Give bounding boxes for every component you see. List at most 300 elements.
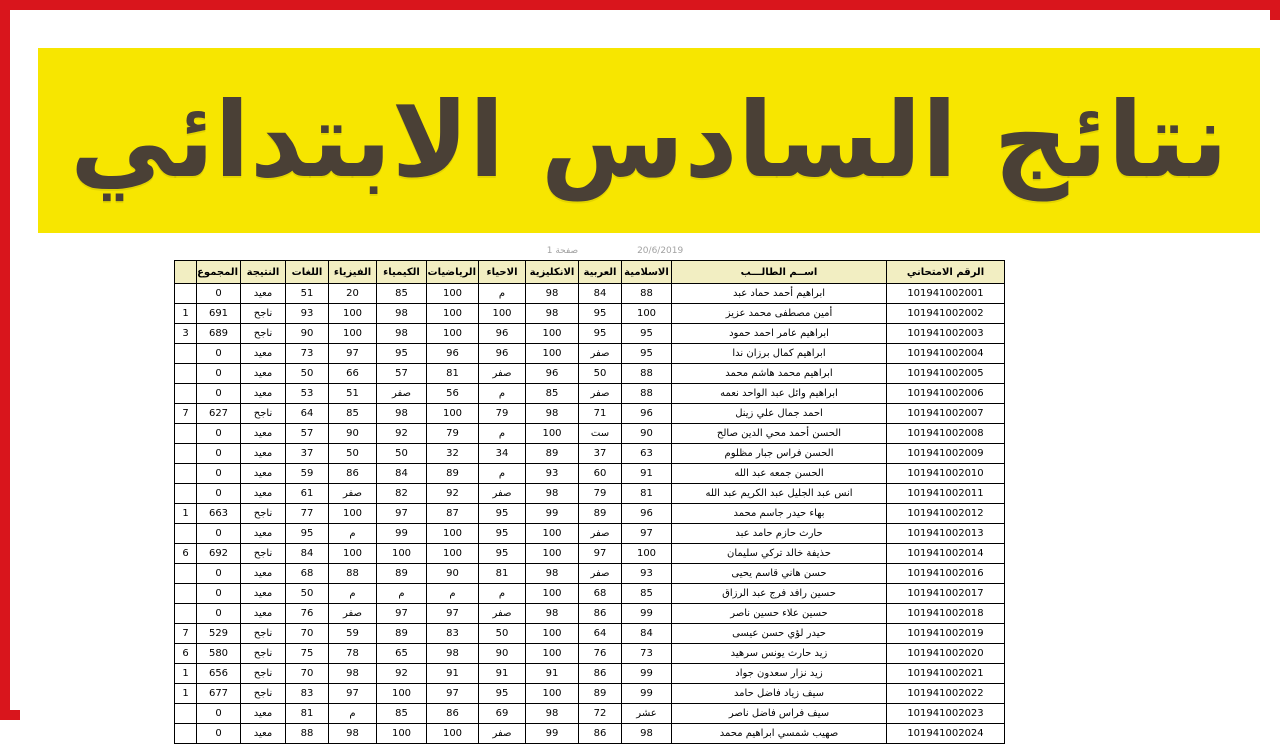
cell-math: 96 — [427, 344, 479, 364]
cell-arabic: 86 — [579, 604, 622, 624]
cell-islamic: 63 — [622, 444, 672, 464]
cell-chemistry: 85 — [377, 704, 427, 724]
cell-languages: 93 — [286, 304, 329, 324]
cell-biology: 95 — [479, 524, 526, 544]
cell-exam-number: 101941002014 — [887, 544, 1005, 564]
cell-islamic: 93 — [622, 564, 672, 584]
cell-english: 98 — [526, 704, 579, 724]
cell-total: 677 — [197, 684, 241, 704]
cell-exam-number: 101941002024 — [887, 724, 1005, 744]
results-table — [174, 260, 1005, 744]
table-row — [175, 424, 1005, 444]
cell-physics: 59 — [329, 624, 377, 644]
cell-english: 98 — [526, 304, 579, 324]
cell-student-name: ابراهيم محمد هاشم محمد — [672, 364, 887, 384]
cell-math: 100 — [427, 284, 479, 304]
cell-physics: 97 — [329, 684, 377, 704]
cell-total: 0 — [197, 484, 241, 504]
cell-languages: 90 — [286, 324, 329, 344]
cell-extra — [175, 584, 197, 604]
cell-arabic: 89 — [579, 504, 622, 524]
cell-student-name: بهاء حيدر جاسم محمد — [672, 504, 887, 524]
cell-student-name: صهيب شمسي ابراهيم محمد — [672, 724, 887, 744]
cell-exam-number: 101941002005 — [887, 364, 1005, 384]
cell-biology: 79 — [479, 404, 526, 424]
cell-islamic: عشر — [622, 704, 672, 724]
cell-student-name: حذيفة خالد تركي سليمان — [672, 544, 887, 564]
cell-biology: 95 — [479, 544, 526, 564]
cell-extra: 6 — [175, 544, 197, 564]
cell-biology: 34 — [479, 444, 526, 464]
cell-english: 100 — [526, 544, 579, 564]
cell-math: 92 — [427, 484, 479, 504]
cell-languages: 83 — [286, 684, 329, 704]
cell-languages: 50 — [286, 364, 329, 384]
cell-exam-number: 101941002004 — [887, 344, 1005, 364]
cell-student-name: انس عبد الجليل عبد الكريم عبد الله — [672, 484, 887, 504]
cell-arabic: 60 — [579, 464, 622, 484]
cell-math: 100 — [427, 324, 479, 344]
cell-extra — [175, 344, 197, 364]
cell-physics: م — [329, 584, 377, 604]
cell-exam-number: 101941002017 — [887, 584, 1005, 604]
cell-arabic: 71 — [579, 404, 622, 424]
cell-chemistry: 98 — [377, 404, 427, 424]
cell-biology: 81 — [479, 564, 526, 584]
cell-languages: 76 — [286, 604, 329, 624]
cell-math: 100 — [427, 524, 479, 544]
cell-languages: 57 — [286, 424, 329, 444]
cell-languages: 70 — [286, 624, 329, 644]
cell-exam-number: 101941002021 — [887, 664, 1005, 684]
cell-result: ناجح — [241, 544, 286, 564]
cell-result: ناجح — [241, 504, 286, 524]
cell-english: 96 — [526, 364, 579, 384]
cell-total: 663 — [197, 504, 241, 524]
table-row — [175, 324, 1005, 344]
cell-physics: 98 — [329, 664, 377, 684]
cell-islamic: 95 — [622, 344, 672, 364]
cell-exam-number: 101941002002 — [887, 304, 1005, 324]
cell-exam-number: 101941002020 — [887, 644, 1005, 664]
cell-chemistry: 97 — [377, 604, 427, 624]
cell-physics: صفر — [329, 484, 377, 504]
cell-languages: 50 — [286, 584, 329, 604]
table-row — [175, 544, 1005, 564]
cell-arabic: 72 — [579, 704, 622, 724]
cell-extra — [175, 564, 197, 584]
cell-physics: 88 — [329, 564, 377, 584]
cell-biology: 90 — [479, 644, 526, 664]
table-row — [175, 564, 1005, 584]
col-header-exam-number: الرقم الامتحاني — [887, 261, 1005, 284]
cell-physics: 97 — [329, 344, 377, 364]
cell-english: 99 — [526, 504, 579, 524]
cell-chemistry: 100 — [377, 724, 427, 744]
table-row — [175, 284, 1005, 304]
cell-english: 85 — [526, 384, 579, 404]
cell-chemistry: 65 — [377, 644, 427, 664]
page-title: نتائج السادس الابتدائي — [69, 78, 1228, 201]
cell-extra: 1 — [175, 684, 197, 704]
cell-exam-number: 101941002012 — [887, 504, 1005, 524]
cell-student-name: زيد حارث يونس سرهيد — [672, 644, 887, 664]
cell-result: ناجح — [241, 664, 286, 684]
cell-chemistry: 98 — [377, 304, 427, 324]
cell-physics: 85 — [329, 404, 377, 424]
cell-chemistry: 100 — [377, 544, 427, 564]
cell-arabic: صفر — [579, 384, 622, 404]
cell-arabic: 84 — [579, 284, 622, 304]
cell-result: معيد — [241, 584, 286, 604]
cell-physics: 66 — [329, 364, 377, 384]
table-row — [175, 684, 1005, 704]
cell-math: 97 — [427, 684, 479, 704]
cell-math: 86 — [427, 704, 479, 724]
cell-extra — [175, 464, 197, 484]
cell-chemistry: 97 — [377, 504, 427, 524]
cell-result: ناجح — [241, 684, 286, 704]
cell-biology: م — [479, 424, 526, 444]
cell-biology: صفر — [479, 364, 526, 384]
cell-extra — [175, 484, 197, 504]
cell-english: 91 — [526, 664, 579, 684]
cell-chemistry: م — [377, 584, 427, 604]
cell-physics: 50 — [329, 444, 377, 464]
cell-exam-number: 101941002009 — [887, 444, 1005, 464]
cell-languages: 84 — [286, 544, 329, 564]
cell-math: 100 — [427, 544, 479, 564]
cell-arabic: 79 — [579, 484, 622, 504]
cell-total: 0 — [197, 344, 241, 364]
cell-extra: 6 — [175, 644, 197, 664]
cell-chemistry: 92 — [377, 664, 427, 684]
table-row — [175, 404, 1005, 424]
cell-total: 692 — [197, 544, 241, 564]
table-row — [175, 624, 1005, 644]
cell-arabic: 64 — [579, 624, 622, 644]
cell-islamic: 95 — [622, 324, 672, 344]
results-sheet — [182, 246, 1005, 744]
cell-exam-number: 101941002008 — [887, 424, 1005, 444]
cell-chemistry: 85 — [377, 284, 427, 304]
cell-islamic: 100 — [622, 544, 672, 564]
cell-arabic: ست — [579, 424, 622, 444]
cell-biology: 95 — [479, 684, 526, 704]
cell-extra — [175, 424, 197, 444]
cell-result: ناجح — [241, 324, 286, 344]
cell-result: معيد — [241, 424, 286, 444]
cell-student-name: حيدر لؤي حسن عيسى — [672, 624, 887, 644]
cell-biology: م — [479, 284, 526, 304]
cell-student-name: ابراهيم وائل عبد الواحد نعمه — [672, 384, 887, 404]
cell-biology: 95 — [479, 504, 526, 524]
table-row — [175, 664, 1005, 684]
col-header-arabic: العربية — [579, 261, 622, 284]
cell-islamic: 97 — [622, 524, 672, 544]
cell-student-name: ابراهيم عامر احمد حمود — [672, 324, 887, 344]
page-inner — [20, 20, 1280, 739]
sheet-page: صفحة 1 — [546, 246, 579, 256]
table-row — [175, 384, 1005, 404]
cell-arabic: 89 — [579, 684, 622, 704]
cell-math: 97 — [427, 604, 479, 624]
cell-total: 0 — [197, 604, 241, 624]
col-header-total: المجموع — [197, 261, 241, 284]
cell-math: م — [427, 584, 479, 604]
cell-islamic: 90 — [622, 424, 672, 444]
cell-biology: 96 — [479, 344, 526, 364]
cell-total: 580 — [197, 644, 241, 664]
cell-exam-number: 101941002010 — [887, 464, 1005, 484]
cell-languages: 61 — [286, 484, 329, 504]
cell-languages: 64 — [286, 404, 329, 424]
cell-physics: 86 — [329, 464, 377, 484]
cell-result: معيد — [241, 344, 286, 364]
cell-biology: صفر — [479, 724, 526, 744]
cell-chemistry: 100 — [377, 684, 427, 704]
cell-student-name: ابراهيم كمال برزان ندا — [672, 344, 887, 364]
cell-extra — [175, 444, 197, 464]
cell-english: 98 — [526, 484, 579, 504]
cell-physics: 78 — [329, 644, 377, 664]
cell-student-name: حارث حازم حامد عبد — [672, 524, 887, 544]
cell-total: 0 — [197, 524, 241, 544]
cell-math: 100 — [427, 404, 479, 424]
col-header-result: النتيجة — [241, 261, 286, 284]
col-header-biology: الاحياء — [479, 261, 526, 284]
cell-biology: صفر — [479, 604, 526, 624]
cell-result: ناجح — [241, 404, 286, 424]
cell-biology: 100 — [479, 304, 526, 324]
cell-result: ناجح — [241, 624, 286, 644]
cell-islamic: 99 — [622, 604, 672, 624]
cell-languages: 75 — [286, 644, 329, 664]
table-row — [175, 304, 1005, 324]
cell-total: 0 — [197, 464, 241, 484]
cell-exam-number: 101941002013 — [887, 524, 1005, 544]
cell-chemistry: صفر — [377, 384, 427, 404]
cell-biology: م — [479, 464, 526, 484]
cell-student-name: حسين علاء حسين ناصر — [672, 604, 887, 624]
table-row — [175, 344, 1005, 364]
table-row — [175, 504, 1005, 524]
table-row — [175, 364, 1005, 384]
cell-extra: 1 — [175, 664, 197, 684]
cell-student-name: احمد جمال علي زينل — [672, 404, 887, 424]
sheet-top-strip — [225, 246, 1005, 260]
cell-math: 87 — [427, 504, 479, 524]
cell-arabic: 68 — [579, 584, 622, 604]
cell-arabic: 37 — [579, 444, 622, 464]
cell-arabic: صفر — [579, 524, 622, 544]
cell-english: 98 — [526, 284, 579, 304]
cell-physics: م — [329, 704, 377, 724]
cell-physics: 20 — [329, 284, 377, 304]
cell-exam-number: 101941002001 — [887, 284, 1005, 304]
cell-arabic: صفر — [579, 344, 622, 364]
cell-result: معيد — [241, 484, 286, 504]
cell-physics: صفر — [329, 604, 377, 624]
cell-result: معيد — [241, 724, 286, 744]
cell-arabic: 50 — [579, 364, 622, 384]
cell-math: 100 — [427, 304, 479, 324]
cell-islamic: 88 — [622, 284, 672, 304]
cell-total: 656 — [197, 664, 241, 684]
cell-student-name: الحسن جمعه عبد الله — [672, 464, 887, 484]
cell-total: 0 — [197, 444, 241, 464]
cell-result: ناجح — [241, 644, 286, 664]
cell-student-name: زيد نزار سعدون جواد — [672, 664, 887, 684]
cell-english: 99 — [526, 724, 579, 744]
headline-banner — [38, 48, 1260, 233]
cell-total: 0 — [197, 584, 241, 604]
table-row — [175, 644, 1005, 664]
cell-extra — [175, 384, 197, 404]
cell-islamic: 99 — [622, 684, 672, 704]
cell-math: 91 — [427, 664, 479, 684]
cell-physics: 100 — [329, 504, 377, 524]
cell-languages: 81 — [286, 704, 329, 724]
cell-arabic: 95 — [579, 324, 622, 344]
cell-total: 691 — [197, 304, 241, 324]
table-row — [175, 524, 1005, 544]
cell-islamic: 81 — [622, 484, 672, 504]
cell-physics: 100 — [329, 324, 377, 344]
cell-english: 98 — [526, 604, 579, 624]
cell-exam-number: 101941002016 — [887, 564, 1005, 584]
cell-result: معيد — [241, 364, 286, 384]
cell-exam-number: 101941002007 — [887, 404, 1005, 424]
cell-islamic: 88 — [622, 364, 672, 384]
col-header-physics: الفيزياء — [329, 261, 377, 284]
cell-languages: 53 — [286, 384, 329, 404]
cell-biology: 91 — [479, 664, 526, 684]
cell-total: 529 — [197, 624, 241, 644]
cell-math: 32 — [427, 444, 479, 464]
cell-total: 0 — [197, 424, 241, 444]
col-header-islamic: الاسلامية — [622, 261, 672, 284]
cell-exam-number: 101941002019 — [887, 624, 1005, 644]
cell-languages: 95 — [286, 524, 329, 544]
cell-english: 100 — [526, 524, 579, 544]
cell-extra — [175, 364, 197, 384]
cell-extra — [175, 284, 197, 304]
cell-biology: 96 — [479, 324, 526, 344]
cell-arabic: صفر — [579, 564, 622, 584]
cell-arabic: 76 — [579, 644, 622, 664]
table-row — [175, 724, 1005, 744]
cell-islamic: 85 — [622, 584, 672, 604]
cell-result: معيد — [241, 284, 286, 304]
cell-chemistry: 92 — [377, 424, 427, 444]
cell-english: 89 — [526, 444, 579, 464]
cell-math: 79 — [427, 424, 479, 444]
cell-languages: 77 — [286, 504, 329, 524]
cell-total: 627 — [197, 404, 241, 424]
cell-result: معيد — [241, 444, 286, 464]
cell-english: 100 — [526, 584, 579, 604]
cell-total: 0 — [197, 284, 241, 304]
cell-english: 100 — [526, 424, 579, 444]
cell-extra — [175, 704, 197, 724]
cell-student-name: حسن هاني قاسم يحيى — [672, 564, 887, 584]
cell-arabic: 97 — [579, 544, 622, 564]
cell-physics: م — [329, 524, 377, 544]
cell-math: 56 — [427, 384, 479, 404]
cell-chemistry: 99 — [377, 524, 427, 544]
cell-languages: 59 — [286, 464, 329, 484]
cell-english: 100 — [526, 344, 579, 364]
cell-student-name: حسين رافد فرج عبد الرزاق — [672, 584, 887, 604]
cell-chemistry: 98 — [377, 324, 427, 344]
cell-islamic: 96 — [622, 504, 672, 524]
cell-languages: 88 — [286, 724, 329, 744]
cell-extra: 7 — [175, 624, 197, 644]
cell-result: معيد — [241, 464, 286, 484]
cell-physics: 90 — [329, 424, 377, 444]
cell-biology: 69 — [479, 704, 526, 724]
results-table-head — [175, 261, 1005, 284]
cell-english: 100 — [526, 624, 579, 644]
cell-arabic: 86 — [579, 664, 622, 684]
cell-extra: 3 — [175, 324, 197, 344]
cell-math: 89 — [427, 464, 479, 484]
cell-student-name: سيف فراس فاضل ناصر — [672, 704, 887, 724]
cell-english: 98 — [526, 564, 579, 584]
cell-math: 81 — [427, 364, 479, 384]
cell-languages: 37 — [286, 444, 329, 464]
cell-student-name: الحسن أحمد محي الدين صالح — [672, 424, 887, 444]
table-row — [175, 464, 1005, 484]
cell-english: 100 — [526, 684, 579, 704]
cell-islamic: 98 — [622, 724, 672, 744]
table-row — [175, 704, 1005, 724]
cell-extra: 7 — [175, 404, 197, 424]
cell-result: معيد — [241, 564, 286, 584]
cell-math: 98 — [427, 644, 479, 664]
cell-languages: 73 — [286, 344, 329, 364]
cell-languages: 51 — [286, 284, 329, 304]
cell-total: 689 — [197, 324, 241, 344]
cell-exam-number: 101941002011 — [887, 484, 1005, 504]
cell-result: ناجح — [241, 304, 286, 324]
cell-physics: 98 — [329, 724, 377, 744]
cell-biology: صفر — [479, 484, 526, 504]
cell-biology: م — [479, 384, 526, 404]
cell-exam-number: 101941002003 — [887, 324, 1005, 344]
cell-english: 98 — [526, 404, 579, 424]
cell-extra — [175, 724, 197, 744]
results-table-body — [175, 284, 1005, 744]
table-row — [175, 584, 1005, 604]
cell-islamic: 91 — [622, 464, 672, 484]
cell-result: معيد — [241, 704, 286, 724]
cell-exam-number: 101941002023 — [887, 704, 1005, 724]
cell-chemistry: 84 — [377, 464, 427, 484]
cell-extra: 1 — [175, 304, 197, 324]
cell-total: 0 — [197, 364, 241, 384]
cell-islamic: 73 — [622, 644, 672, 664]
cell-physics: 100 — [329, 544, 377, 564]
cell-total: 0 — [197, 724, 241, 744]
cell-extra — [175, 524, 197, 544]
cell-biology: م — [479, 584, 526, 604]
col-header-chemistry: الكيمياء — [377, 261, 427, 284]
cell-islamic: 96 — [622, 404, 672, 424]
cell-physics: 100 — [329, 304, 377, 324]
cell-total: 0 — [197, 704, 241, 724]
